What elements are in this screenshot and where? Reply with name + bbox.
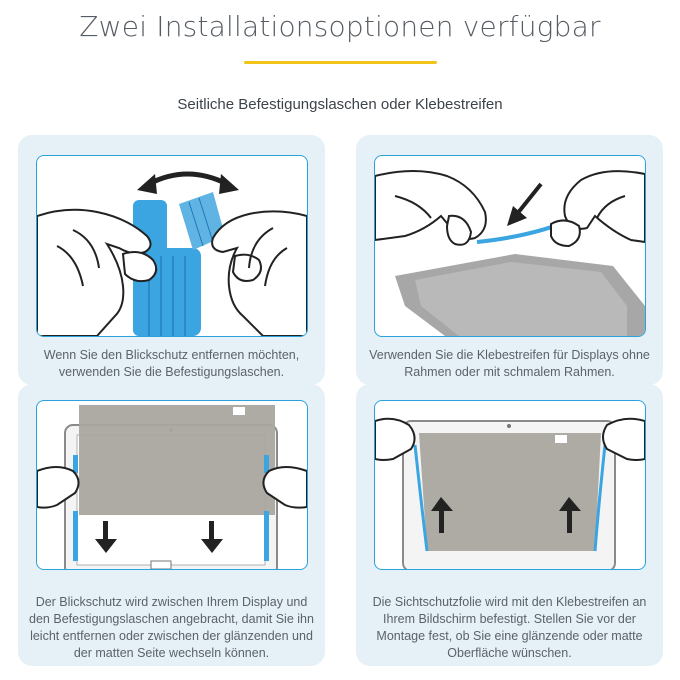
panel-tabs-removal [18, 135, 325, 385]
laptop-notch [151, 561, 171, 569]
screen-surface [395, 254, 645, 336]
down-arrow-icon [507, 184, 541, 226]
camera-dot [507, 424, 511, 428]
privacy-filter [419, 433, 601, 551]
left-hand-icon [375, 171, 486, 245]
tabs-illustration-svg [37, 156, 307, 336]
right-hand-icon [212, 211, 307, 336]
panel-caption: Die Sichtschutzfolie wird mit den Klebestreifen an Ihrem Bildschirm befestigt. Stellen Sie vor der Montage fest, ob Sie eine glänzende oder matte Oberfläche wünschen. [372, 595, 647, 660]
illustration-filter-adhesive-mounting [374, 400, 646, 570]
tabs-mounting-svg [37, 401, 307, 569]
panel-adhesive-strips [356, 135, 663, 385]
right-hand-icon [551, 171, 645, 246]
panel-adhesive-mounting [356, 384, 663, 666]
adhesive-mounting-svg [375, 401, 645, 569]
title-underline [244, 61, 437, 64]
illustration-peeling-tabs [36, 155, 308, 337]
panel-caption: Verwenden Sie die Klebestreifen für Displays ohne Rahmen oder mit schmalem Rahmen. [369, 348, 650, 379]
panel-caption: Der Blickschutz wird zwischen Ihrem Display und den Befestigungslaschen angebracht, damit Sie ihn leicht entfernen oder zwischen der glänzenden und der matten Seite wechseln können. [29, 595, 314, 660]
panel-tabs-mounting [18, 384, 325, 666]
illustration-filter-tabs-mounting [36, 400, 308, 570]
page-title: Zwei Installationsoptionen verfügbar [79, 10, 601, 43]
illustration-adhesive-strip [374, 155, 646, 337]
double-arrow-icon [137, 174, 239, 194]
page-subtitle: Seitliche Befestigungslaschen oder Klebestreifen [177, 96, 503, 113]
panel-caption: Wenn Sie den Blickschutz entfernen möchten, verwenden Sie die Befestigungslaschen. [43, 348, 300, 379]
privacy-filter [79, 405, 275, 515]
adhesive-illustration-svg [375, 156, 645, 336]
